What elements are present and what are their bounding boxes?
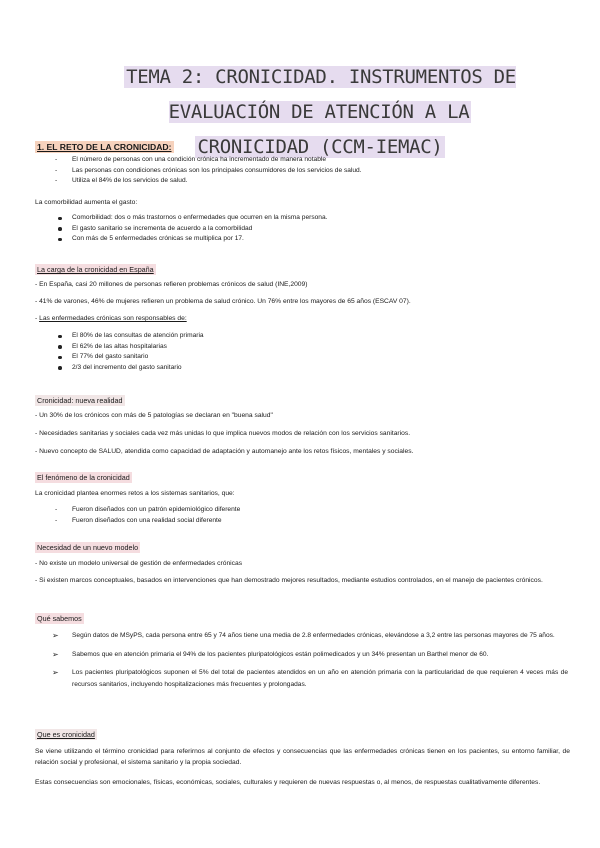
list-item: - Fueron diseñados con una realidad social diferente [52, 516, 240, 527]
comorbilidad-intro: La comorbilidad aumenta el gasto: [35, 199, 138, 206]
nueva-paragraph-3: - Nuevo concepto de SALUD, atendida como capacidad de adaptación y automanejo ante los retos físicos, mentales y sociales. [35, 448, 414, 455]
carga-paragraph-2: - 41% de varones, 46% de mujeres refieren un problema de salud crónico. Un 76% entre los mayores de 65 años (ESCAV 07). [35, 298, 411, 305]
section-heading-sabemos: Qué sabemos [37, 614, 82, 623]
necesidad-paragraph-2: - Si existen marcos conceptuales, basados en intervenciones que han demostrado mejores resultados, mediante estudios controlados, en el manejo de pacientes crónicos. [35, 577, 543, 584]
carga-paragraph-1: - En España, casi 20 millones de personas refieren problemas crónicos de salud (INE,2009) [35, 281, 308, 288]
que-es-paragraph-1: Se viene utilizando el término cronicidad para referirnos al conjunto de efectos y consecuencias que las enfermedades crónicas tienen en los pacientes, su entorno familiar, de relación social y profesional, el sistema sanitario y la propia sociedad. [35, 748, 570, 766]
carga-paragraph-3 [35, 314, 570, 325]
section-heading-carga: La carga de la cronicidad en España [37, 265, 154, 274]
list-item: - Las personas con condiciones crónicas son los principales consumidores de los servicios de salud. [52, 166, 362, 177]
carga-p3-prefix: - [35, 315, 40, 322]
list-item: El gasto sanitario se incrementa de acuerdo a la comorbilidad [52, 224, 327, 235]
list-item: Comorbilidad: dos o más trastornos o enfermedades que ocurren en la misma persona. [52, 213, 327, 224]
fenomeno-paragraph: La cronicidad plantea enormes retos a los sistemas sanitarios, que: [35, 490, 235, 497]
list-item: ➢ Los pacientes pluripatológicos suponen el 5% del total de pacientes atendidos en un año en atención primaria con la particularidad de que requieren 4 veces más de recursos sanitarios, incluyendo hospitalizaciones más frecuentes y prolongadas. [52, 667, 568, 690]
section-heading-reto: 1. EL RETO DE LA CRONICIDAD: [37, 142, 172, 152]
section-heading-fenomeno: El fenómeno de la cronicidad [37, 473, 130, 482]
list-item: El 77% del gasto sanitario [52, 352, 204, 363]
list-item: - Utiliza el 84% de los servicios de salud. [52, 176, 362, 187]
list-item: - Fueron diseñados con un patrón epidemiológico diferente [52, 505, 240, 516]
sabemos-list [52, 630, 568, 697]
necesidad-paragraph-1: - No existe un modelo universal de gestión de enfermedades crónicas [35, 560, 243, 567]
reto-bullet-list [52, 155, 362, 187]
nueva-paragraph-1: - Un 30% de los crónicos con más de 5 patologías se declaran en "buena salud" [35, 412, 273, 419]
carga-list [52, 331, 204, 373]
list-item: El 80% de las consultas de atención primaria [52, 331, 204, 342]
list-item: El 62% de las altas hospitalarias [52, 342, 204, 353]
section-heading-que-es: Que es cronicidad [37, 730, 95, 739]
list-item: Con más de 5 enfermedades crónicas se multiplica por 17. [52, 234, 327, 245]
nueva-paragraph-2: - Necesidades sanitarias y sociales cada vez más unidas lo que implica nuevos modos de relación con los servicios sanitarios. [35, 430, 411, 437]
carga-p3-text: Las enfermedades crónicas son responsables de: [39, 315, 187, 322]
section-heading-necesidad: Necesidad de un nuevo modelo [37, 543, 139, 552]
comorbilidad-list [52, 213, 327, 245]
fenomeno-list [52, 505, 240, 526]
que-es-paragraph-2: Estas consecuencias son emocionales, físicas, económicas, sociales, culturales y requieren de nuevas respuestas o, al menos, de respuestas cualitativamente diferentes. [35, 779, 541, 786]
section-heading-nueva-realidad: Cronicidad: nueva realidad [37, 396, 123, 405]
list-item: ➢ Según datos de MSyPS, cada persona entre 65 y 74 años tiene una media de 2.8 enfermedades crónicas, elevándose a 3,2 entre las personas mayores de 75 años. [52, 630, 568, 642]
list-item: 2/3 del incremento del gasto sanitario [52, 363, 204, 374]
title-line-1: TEMA 2: CRONICIDAD. INSTRUMENTOS DE EVALUACIÓN DE ATENCIÓN A LA [126, 66, 516, 123]
title-line-2: CRONICIDAD (CCM-IEMAC) [197, 136, 443, 158]
list-item: ➢ Sabemos que en atención primaria el 94% de los pacientes pluripatológicos están polimedicados y un 34% presentan un Barthel menor de 60. [52, 649, 568, 661]
list-item: - El número de personas con una condición crónica ha incrementado de manera notable [52, 155, 362, 166]
